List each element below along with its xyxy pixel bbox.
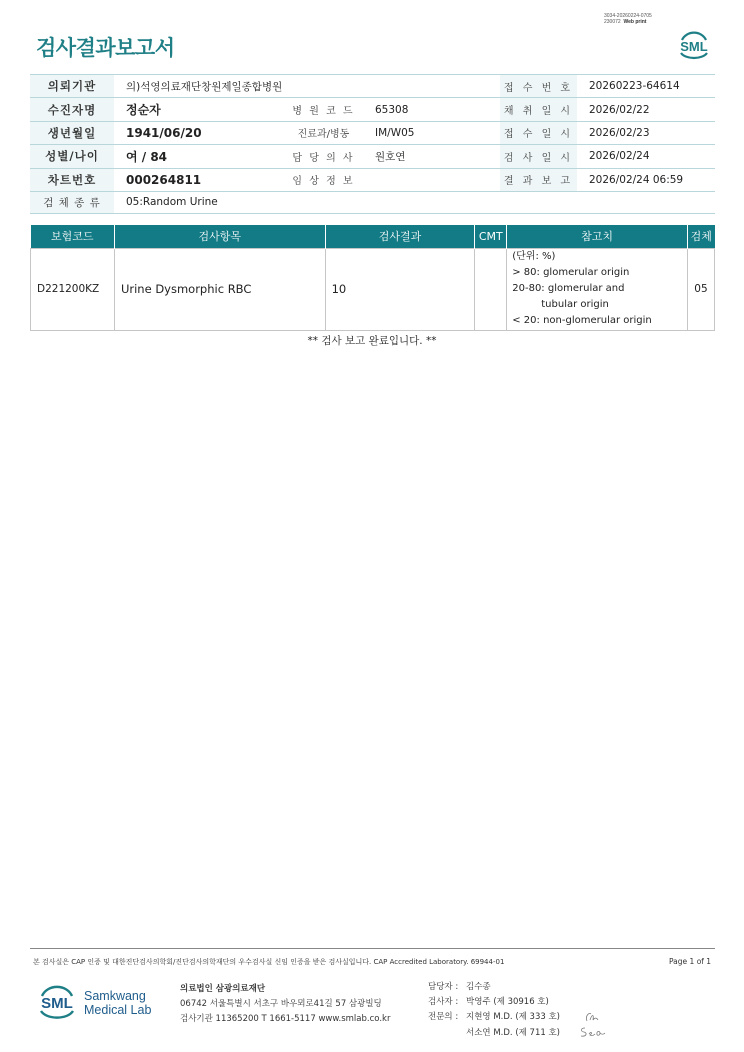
col-insurance-code: 보험코드 [31,225,115,248]
receipt-date-value: 2026/02/23 [577,121,715,144]
table-row [31,248,715,330]
patient-info-table [30,74,715,214]
receipt-no-value: 20260223-64614 [577,75,715,98]
reference-line: < 20: non-glomerular origin [512,315,652,327]
doctor-label: 담 당 의 사 [284,145,363,168]
sex-age-label: 성별/나이 [30,145,114,168]
info-row [30,121,715,144]
specimen-cell: 05 [687,248,714,330]
staff-row [428,995,560,1010]
hospital-code-value: 65308 [363,98,500,121]
results-table [30,225,715,331]
svg-text:SML: SML [41,995,73,1012]
info-row [30,145,715,168]
staff-name: 지현영 M.D. (제 333 호) [466,1012,561,1023]
clinical-value [363,168,500,191]
receipt-no-label: 접 수 번 호 [500,75,577,98]
requester-label: 의뢰기관 [30,75,114,98]
hospital-code-label: 병 원 코 드 [284,98,363,121]
col-test-item: 검사항목 [114,225,325,248]
completion-note: ** 검사 보고 완료입니다. ** [307,335,437,347]
birth-value: 1941/06/20 [114,121,284,144]
chart-no-label: 차트번호 [30,168,114,191]
reference-line: (단위: %) [512,250,556,262]
page-number: Page 1 of 1 [669,957,712,966]
dept-value: IM/W05 [363,121,500,144]
sex-age-value: 여 / 84 [114,145,284,168]
staff-list [428,980,560,1041]
samkwang-logo-icon [36,980,78,1024]
signature-1 [583,1010,605,1024]
col-reference: 참고치 [507,225,688,248]
staff-row [428,980,560,995]
staff-name: 김수종 [466,982,491,992]
clinical-label: 임 상 정 보 [284,168,363,191]
org-address: 06742 서울특별시 서초구 바우뫼로41길 57 삼광빌딩 [180,999,382,1009]
chart-no-value: 000264811 [114,168,284,191]
col-specimen: 검체 [687,225,714,248]
name-value: 정순자 [114,98,284,121]
org-name: 의료법인 삼광의료재단 [180,984,266,994]
reference-line: > 80: glomerular origin [512,266,630,278]
staff-role: 담당자 : [428,982,459,992]
insurance-code-cell: D221200KZ [31,248,115,330]
staff-row [428,1026,560,1041]
report-date-value: 2026/02/24 06:59 [577,168,715,191]
print-code [604,13,652,25]
certification-text: 본 검사실은 CAP 인증 및 대한진단검사의학회/진단검사의학재단의 우수검사실 신임 인증을 받은 검사실입니다. CAP Accredited Laboratory. 69944-01 [33,958,505,966]
specimen-value: 05:Random Urine [114,191,715,213]
info-row [30,75,715,98]
reference-cell [507,248,688,330]
staff-name: 박영주 (제 30916 호) [466,997,549,1008]
web-print-label: Web print [623,19,647,25]
organization-info [180,982,390,1027]
print-code-line2: 230072 Web print [604,19,647,25]
col-cmt: CMT [475,225,507,248]
info-row [30,168,715,191]
test-item-cell: Urine Dysmorphic RBC [114,248,325,330]
staff-role: 검사자 : [428,997,459,1008]
info-row [30,191,715,213]
staff-name: 서소연 M.D. (제 711 호) [466,1027,561,1038]
report-date-label: 결 과 보 고 [500,168,577,191]
col-result: 검사결과 [325,225,475,248]
print-code-line1: 3034-20260224-0705 [604,13,652,19]
requester-value: 의)석영의료재단창원제일종합병원 [114,75,500,98]
brand-name [84,989,151,1017]
cmt-cell [475,248,507,330]
result-cell: 10 [325,248,475,330]
reference-line: tubular origin [541,299,609,311]
birth-label: 생년월일 [30,121,114,144]
doctor-value: 원호연 [363,145,500,168]
test-date-label: 검 사 일 시 [500,145,577,168]
page-title: 검사결과보고서 [36,36,175,60]
name-label: 수진자명 [30,98,114,121]
info-row [30,98,715,121]
test-date-value: 2026/02/24 [577,145,715,168]
receipt-date-label: 접 수 일 시 [500,121,577,144]
footer-divider [30,948,715,949]
collect-date-label: 채 취 일 시 [500,98,577,121]
brand-line2: Medical Lab [84,1003,152,1017]
results-header-row [31,225,715,248]
org-contact: 검사기관 11365200 T 1661-5117 www.smlab.co.kr [180,1014,391,1024]
specimen-label: 검 체 종 류 [30,191,114,213]
logo-text: SML [680,39,708,54]
staff-row [428,1010,560,1025]
dept-label: 진료과/병동 [284,121,363,144]
staff-role: 전문의 : [428,1012,459,1023]
signature-2 [579,1025,607,1039]
collect-date-value: 2026/02/22 [577,98,715,121]
sml-logo-icon [674,27,714,61]
brand-line1: Samkwang [84,989,146,1003]
reference-line: 20-80: glomerular and [512,282,625,294]
